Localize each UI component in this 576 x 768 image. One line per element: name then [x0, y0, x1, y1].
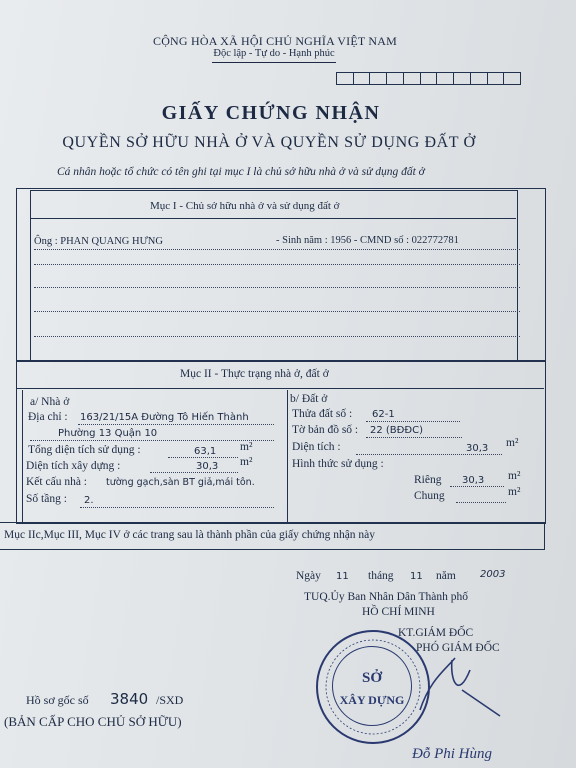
land-area-unit: m² [506, 437, 519, 449]
address-value-line2: Phường 13 Quận 10 [58, 428, 158, 439]
date-year: 2003 [480, 569, 506, 580]
serial-box [470, 72, 488, 85]
file-number: 3840 [110, 690, 149, 708]
private-label: Riêng [414, 474, 442, 486]
floors-dots [80, 507, 274, 508]
map-value: 22 (BĐĐC) [370, 425, 424, 436]
floor-area-value: 63,1 [194, 446, 217, 457]
file-number-label: Hồ sơ gốc số [26, 693, 89, 707]
date-day-label: Ngày [296, 570, 321, 582]
serial-box [386, 72, 404, 85]
land-area-label: Diện tích : [292, 441, 341, 453]
build-area-value: 30,3 [196, 461, 219, 472]
serial-box [436, 72, 454, 85]
section-2-header-rule [16, 388, 544, 389]
signer-name: Đỗ Phi Hùng [412, 746, 492, 762]
structure-label: Kết cấu nhà : [26, 476, 87, 488]
date-month-label: tháng [368, 570, 394, 582]
build-area-unit: m² [240, 456, 253, 468]
address-dots [30, 440, 274, 441]
copy-note: (BẢN CẤP CHO CHỦ SỞ HỮU) [4, 714, 182, 729]
floor-area-label: Tổng diện tích sử dụng : [28, 444, 141, 456]
structure-value: tường gạch,sàn BT giả,mái tôn. [106, 477, 255, 488]
date-day: 11 [336, 571, 349, 582]
national-motto: Độc lập - Tự do - Hạnh phúc [213, 48, 335, 59]
blank-line [34, 311, 520, 312]
authority-line-3: KT.GIÁM ĐỐC [398, 627, 474, 639]
address-value: 163/21/15A Đường Tô Hiến Thành [80, 412, 249, 423]
serial-box [353, 72, 371, 85]
file-number-suffix: /SXD [156, 693, 184, 707]
address-label: Địa chỉ : [28, 411, 68, 423]
address-dots [78, 424, 274, 425]
plot-value: 62-1 [372, 409, 395, 420]
serial-box [369, 72, 387, 85]
shared-unit: m² [508, 486, 521, 498]
serial-box [420, 72, 438, 85]
floor-area-dots [168, 457, 238, 458]
floors-value: 2. [84, 495, 94, 506]
private-unit: m² [508, 470, 521, 482]
serial-box [453, 72, 471, 85]
serial-box [503, 72, 521, 85]
floor-area-unit: m² [240, 441, 253, 453]
blank-line [34, 287, 520, 288]
date-year-label: năm [436, 570, 456, 582]
owner-name: Ông : PHAN QUANG HƯNG [34, 236, 163, 247]
document-subtitle: QUYỀN SỞ HỮU NHÀ Ở VÀ QUYỀN SỬ DỤNG ĐẤT Ở [62, 134, 476, 151]
map-dots [366, 437, 462, 438]
shared-label: Chung [414, 490, 445, 502]
national-title: CỘNG HÒA XÃ HỘI CHỦ NGHĨA VIỆT NAM [152, 34, 398, 48]
private-value: 30,3 [462, 475, 485, 486]
private-dots [450, 486, 504, 487]
blank-line [34, 336, 520, 337]
authority-line-2: HỒ CHÍ MINH [362, 606, 435, 618]
section-1-heading: Mục I - Chủ sở hữu nhà ở và sử dụng đất ở [150, 200, 340, 212]
map-label: Tờ bản đồ số : [292, 424, 359, 436]
date-month: 11 [410, 571, 423, 582]
seal-text-top: SỞ [361, 670, 382, 686]
document-title: GIẤY CHỨNG NHẬN [161, 102, 381, 124]
owner-birth-id: - Sinh năm : 1956 - CMND số : 022772781 [276, 235, 459, 246]
plot-dots [366, 421, 460, 422]
floors-label: Số tầng : [26, 493, 67, 505]
signature-mark [400, 650, 520, 720]
shared-dots [456, 502, 506, 503]
owner-line-dots [34, 249, 520, 250]
house-label: a/ Nhà ở [30, 396, 70, 408]
footer-note: Mục IIc,Mục III, Mục IV ở các trang sau là thành phần của giấy chứng nhận này [4, 529, 376, 541]
serial-box [487, 72, 505, 85]
section-2-heading: Mục II - Thực trạng nhà ở, đất ở [180, 368, 329, 380]
land-area-value: 30,3 [466, 443, 489, 454]
authority-line-4: PHÓ GIÁM ĐỐC [416, 642, 500, 654]
seal-text-bottom: XÂY DỰNG [339, 693, 405, 707]
serial-box [336, 72, 354, 85]
land-label: b/ Đất ở [290, 393, 328, 405]
land-area-dots [356, 454, 502, 455]
motto-underline [212, 62, 336, 63]
build-area-dots [150, 472, 238, 473]
serial-number-boxes [337, 72, 521, 85]
blank-line [34, 264, 520, 265]
usage-label: Hình thức sử dụng : [292, 458, 384, 470]
build-area-label: Diện tích xây dựng : [26, 460, 121, 472]
plot-label: Thửa đất số : [292, 408, 353, 420]
serial-box [403, 72, 421, 85]
authority-line-1: TUQ.Ủy Ban Nhân Dân Thành phố [304, 591, 468, 603]
intro-text: Cá nhân hoặc tổ chức có tên ghi tại mục I là chủ sở hữu nhà ở và sử dụng đất ở [57, 166, 425, 178]
